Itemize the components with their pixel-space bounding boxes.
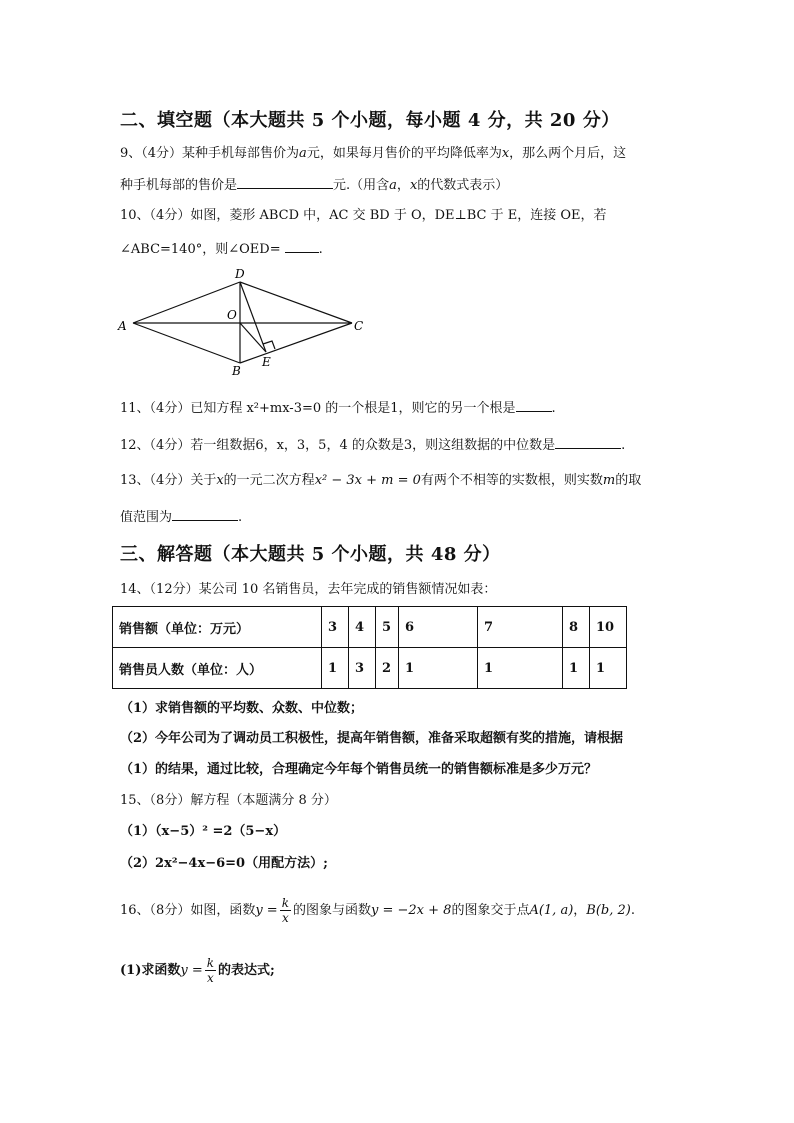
- cell: 1: [478, 648, 563, 689]
- q13-line2: [120, 508, 242, 527]
- q9-line2-a: a: [389, 178, 397, 193]
- cell: 1: [590, 648, 627, 689]
- q13-equation: x² − 3x + m = 0: [314, 473, 421, 488]
- segment-de: [240, 282, 266, 352]
- q13-var-m: m: [602, 473, 616, 488]
- side-ba: [133, 323, 240, 363]
- q13-line2-post: .: [238, 510, 243, 525]
- side-dc: [240, 282, 352, 323]
- q11-pre: 11、（4分）已知方程 x²+mx-3=0 的一个根是1，则它的另一个根是: [120, 401, 516, 416]
- label-a: A: [118, 319, 127, 333]
- cell: 10: [590, 607, 627, 648]
- q10-answer-blank[interactable]: [285, 240, 319, 253]
- cell: 3: [349, 648, 376, 689]
- q10-line1: 10、（4分）如图，菱形 ABCD 中，AC 交 BD 于 O，DE⊥BC 于 E，连接 OE，若: [120, 208, 607, 223]
- q14-part2-line1: （2）今年公司为了调动员工积极性，提高年销售额，准备采取超额有奖的措施，请根据: [120, 731, 624, 746]
- table-row-people: [113, 648, 627, 689]
- q12-line: [120, 436, 625, 455]
- q11-answer-blank[interactable]: [516, 399, 552, 412]
- cell: 7: [478, 607, 563, 648]
- label-o: O: [227, 308, 237, 322]
- q9-var-x: x: [501, 146, 510, 161]
- cell: 8: [563, 607, 590, 648]
- q15-part2: （2）2x²−4x−6=0（用配方法）;: [120, 856, 328, 871]
- right-angle-mark: [263, 341, 275, 349]
- cell: 1: [399, 648, 478, 689]
- cell: 3: [322, 607, 349, 648]
- q9-line2-x: x: [409, 178, 418, 193]
- q13-mid: 的一元二次方程: [223, 473, 315, 488]
- cell: 1: [322, 648, 349, 689]
- q9-line2: [120, 176, 508, 195]
- q9-line2-post: 元.（用含: [333, 178, 390, 193]
- q9-line2-pre: 种手机每部的售价是: [120, 178, 238, 193]
- q16-part1-fraction: [205, 956, 216, 985]
- q15-part1: （1）（x−5）² =2（5−x）: [120, 824, 287, 839]
- q12-answer-blank[interactable]: [555, 436, 621, 449]
- q13-line1: [120, 472, 641, 490]
- label-c: C: [354, 319, 364, 333]
- q16-y-eq: y =: [255, 903, 278, 918]
- q16-end: .: [630, 903, 635, 918]
- cell: 2: [376, 648, 399, 689]
- label-e: E: [262, 355, 271, 369]
- q16-point-a: A(1, a): [529, 903, 574, 918]
- q16-part1-y-eq: y =: [180, 963, 203, 978]
- q15-intro: 15、（8分）解方程（本题满分 8 分）: [120, 793, 337, 808]
- row2-label: 销售员人数（单位：人）: [113, 648, 322, 689]
- q16-mid: 的图象与函数: [292, 903, 371, 918]
- q16-point-b: B(b, 2): [586, 903, 631, 918]
- label-d: D: [235, 267, 245, 281]
- q9-var-a: a: [299, 146, 307, 161]
- segment-oe: [240, 323, 266, 352]
- q13-var-x: x: [216, 473, 224, 488]
- q16-line1: [120, 893, 635, 929]
- q14-part1: （1）求销售额的平均数、众数、中位数；: [120, 701, 364, 716]
- q9-mid: 元，如果每月售价的平均降低率为: [306, 146, 502, 161]
- q9-answer-blank[interactable]: [237, 176, 333, 189]
- q16-fraction: [280, 896, 291, 925]
- side-ad: [133, 282, 240, 323]
- q9-line2-comma: ，: [396, 178, 410, 193]
- cell: 5: [376, 607, 399, 648]
- q12-pre: 12、（4分）若一组数据6，x，3，5，4 的众数是3，则这组数据的中位数是: [120, 438, 556, 453]
- cell: 6: [399, 607, 478, 648]
- q11-line: [120, 399, 556, 418]
- q16-pre: 16、（8分）如图，函数: [120, 903, 256, 918]
- row1-label: 销售额（单位：万元）: [113, 607, 322, 648]
- q9-line1: [120, 145, 626, 163]
- sales-table: [112, 606, 627, 689]
- q13-answer-blank[interactable]: [172, 508, 238, 521]
- q16-frac-num: k: [281, 896, 289, 910]
- q16-part1-pre: (1)求函数: [120, 963, 181, 978]
- q13-end: 的取: [615, 473, 642, 488]
- q16-post: 的图象交于点: [451, 903, 530, 918]
- q10-line2: [120, 240, 323, 259]
- q13-pre: 13、（4分）关于: [120, 473, 217, 488]
- q16-part1-frac-num: k: [206, 956, 215, 970]
- q12-post: .: [621, 438, 626, 453]
- q10-line2-post: .: [318, 242, 323, 257]
- q10-line2-pre: ∠ABC=140°，则∠OED=: [120, 242, 281, 257]
- q16-part1-frac-den: x: [206, 971, 214, 985]
- section2-title: 二、填空题（本大题共 5 个小题，每小题 4 分，共 20 分）: [120, 110, 620, 131]
- q16-linear: y = −2x + 8: [371, 903, 452, 918]
- q16-part1-post: 的表达式;: [218, 963, 275, 978]
- q9-head: 9、（4分）某种手机每部售价为: [120, 146, 300, 161]
- q9-tail: ，那么两个月后，这: [509, 146, 627, 161]
- q13-post: 有两个不相等的实数根，则实数: [420, 473, 603, 488]
- q14-intro: 14、（12分）某公司 10 名销售员，去年完成的销售额情况如表：: [120, 582, 497, 597]
- q14-part2-line2: （1）的结果，通过比较，合理确定今年每个销售员统一的销售额标准是多少万元？: [120, 762, 598, 777]
- table-row-sales: [113, 607, 627, 648]
- q9-line2-end: 的代数式表示）: [417, 178, 509, 193]
- section3-title: 三、解答题（本大题共 5 个小题，共 48 分）: [120, 544, 501, 565]
- q13-line2-pre: 值范围为: [120, 510, 173, 525]
- q11-post: .: [551, 401, 556, 416]
- label-b: B: [232, 364, 241, 378]
- q16-sep: ，: [573, 903, 587, 918]
- cell: 1: [563, 648, 590, 689]
- q16-frac-den: x: [281, 911, 289, 925]
- q16-part1: [120, 953, 275, 989]
- cell: 4: [349, 607, 376, 648]
- side-cb: [240, 323, 352, 363]
